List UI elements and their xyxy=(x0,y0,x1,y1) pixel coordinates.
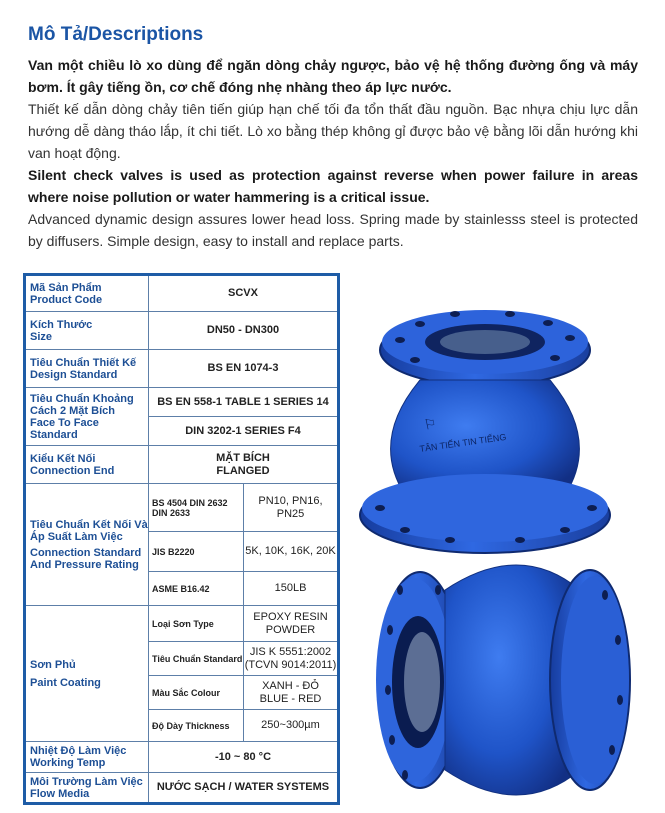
pressure-std: ASME B16.42 xyxy=(149,572,244,606)
connection-value: MẶT BÍCH FLANGED xyxy=(149,446,339,484)
table-row xyxy=(25,606,339,642)
product-code-value: SCVX xyxy=(149,275,339,312)
table-row xyxy=(25,446,339,484)
spec-table xyxy=(23,273,340,805)
temp-label: Nhiệt Độ Làm Việc Working Temp xyxy=(25,742,149,773)
pressure-label: Tiêu Chuẩn Kết Nối Và Áp Suất Làm Việc Connection Standard And Pressure Rating xyxy=(25,484,149,606)
en-bold-text: Silent check valves is used as protection against reverse when power failure in areas where noise pollution or water hammering is a critical issue. xyxy=(28,167,638,205)
table-row xyxy=(25,312,339,350)
valve-upright-image xyxy=(360,310,610,553)
table-row xyxy=(25,275,339,312)
size-label: Kích Thước Size xyxy=(25,312,149,350)
vi-bold-text: Van một chiều lò xo dùng để ngăn dòng chảy ngược, bảo vệ hệ thống đường ống và máy bơm. Ít gây tiếng ồn, cơ chế đóng nhẹ nhàng theo áp lực nước. xyxy=(28,57,638,95)
valve-emblem-text: TÂN TIẾN TIN TIẾNG xyxy=(418,431,507,454)
media-label: Môi Trường Làm Việc Flow Media xyxy=(25,773,149,804)
vi-description xyxy=(28,54,638,252)
temp-value: -10 ~ 80 °C xyxy=(149,742,339,773)
table-row xyxy=(25,773,339,804)
pressure-value: 150LB xyxy=(244,572,339,606)
connection-label: Kiểu Kết Nối Connection End xyxy=(25,446,149,484)
table-row xyxy=(25,484,339,532)
face-value-1: BS EN 558-1 TABLE 1 SERIES 14 xyxy=(149,388,339,417)
coating-value: XANH - ĐỎ BLUE - RED xyxy=(244,676,339,710)
vi-normal-text: Thiết kế dẫn dòng chảy tiên tiến giúp hạn chế tối đa tổn thất đầu nguồn. Bạc nhựa chịu lực dẫn hướng dễ dàng tháo lắp, ít chi tiết. Lò xo bằng thép không gỉ được bảo vệ bằng lõi dẫn hướng khi van hoạt động. xyxy=(28,101,638,161)
pressure-value: 5K, 10K, 16K, 20K xyxy=(244,532,339,572)
coating-label: Sơn Phủ Paint Coating xyxy=(25,606,149,742)
en-normal-text: Advanced dynamic design assures lower head loss. Spring made by stainlesss steel is protected by diffusers. Simple design, easy to install and replace parts. xyxy=(28,211,638,249)
svg-text:⚐: ⚐ xyxy=(422,416,439,434)
pressure-std: BS 4504 DIN 2632 DIN 2633 xyxy=(149,484,244,532)
table-row xyxy=(25,742,339,773)
valve-side-image xyxy=(376,565,630,795)
pressure-value: PN10, PN16, PN25 xyxy=(244,484,339,532)
coating-key: Tiêu Chuẩn Standard xyxy=(149,642,244,676)
coating-value: EPOXY RESIN POWDER xyxy=(244,606,339,642)
design-label: Tiêu Chuẩn Thiết Kế Design Standard xyxy=(25,350,149,388)
coating-key: Màu Sắc Colour xyxy=(149,676,244,710)
size-value: DN50 - DN300 xyxy=(149,312,339,350)
product-code-label: Mã Sản Phẩm Product Code xyxy=(25,275,149,312)
page-title: Mô Tả/Descriptions xyxy=(28,24,204,45)
media-value: NƯỚC SẠCH / WATER SYSTEMS xyxy=(149,773,339,804)
pressure-std: JIS B2220 xyxy=(149,532,244,572)
coating-key: Loại Sơn Type xyxy=(149,606,244,642)
design-value: BS EN 1074-3 xyxy=(149,350,339,388)
face-label: Tiêu Chuẩn Khoảng Cách 2 Mặt Bích Face To Face Standard xyxy=(25,388,149,446)
coating-value: JIS K 5551:2002 (TCVN 9014:2011) xyxy=(244,642,339,676)
face-value-2: DIN 3202-1 SERIES F4 xyxy=(149,417,339,446)
table-row xyxy=(25,350,339,388)
coating-value: 250~300µm xyxy=(244,710,339,742)
coating-key: Độ Dày Thickness xyxy=(149,710,244,742)
table-row xyxy=(25,388,339,417)
valve-illustrations xyxy=(350,290,655,810)
